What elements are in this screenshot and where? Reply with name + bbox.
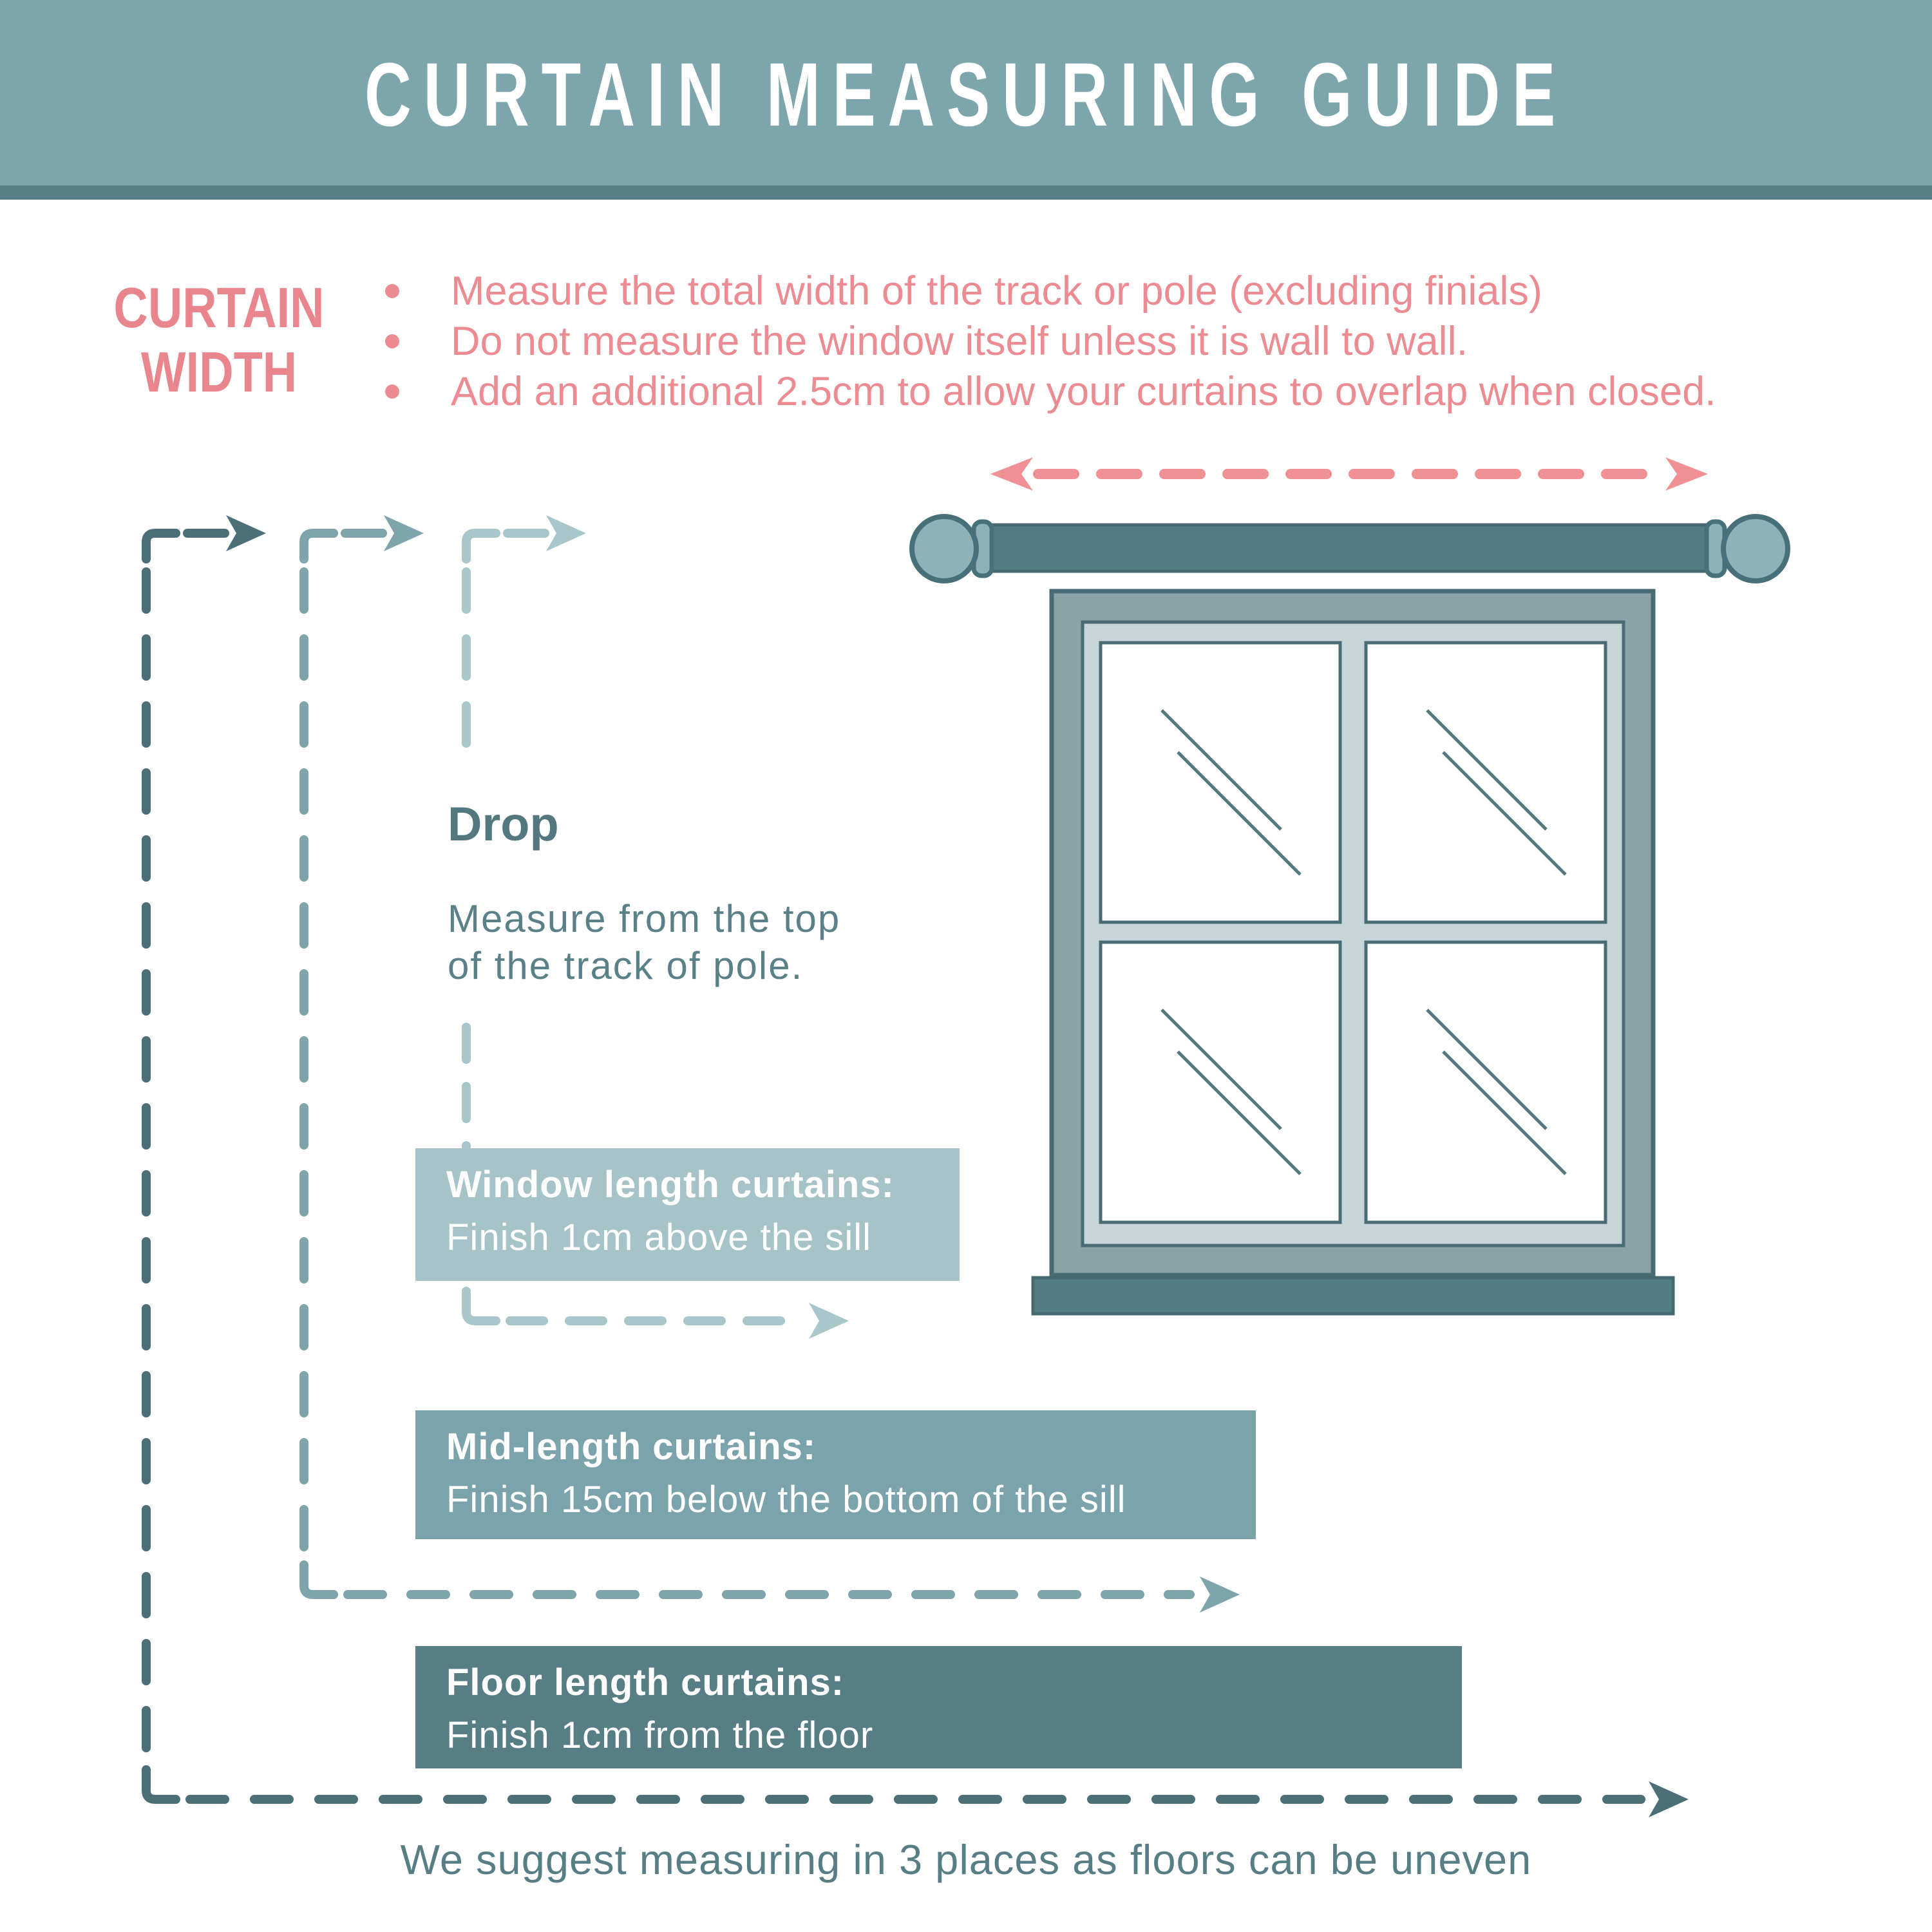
- floor-length-label-box: [415, 1646, 1462, 1768]
- mid-length-label-box: [415, 1410, 1256, 1539]
- curtain-width-label-line2: WIDTH: [140, 340, 298, 404]
- floor-length-subtitle: Finish 1cm from the floor: [446, 1714, 874, 1756]
- drop-description-line2: of the track of pole.: [448, 944, 804, 987]
- window-pane: [1101, 942, 1340, 1222]
- mid-length-arrow-icon: [304, 1565, 1240, 1613]
- finial-left-icon: [912, 516, 976, 581]
- dark-hook-arrow-icon: [146, 515, 266, 559]
- curtain-width-label-line1: CURTAIN: [113, 276, 325, 339]
- bullet-text: Add an additional 2.5cm to allow your curtains to overlap when closed.: [451, 369, 1716, 414]
- width-arrow-left-head: [990, 457, 1033, 491]
- floor-length-title: Floor length curtains:: [446, 1662, 845, 1703]
- drop-heading: Drop: [448, 797, 559, 851]
- window-illustration: [1033, 591, 1673, 1314]
- mid-length-subtitle: Finish 15cm below the bottom of the sill: [446, 1479, 1126, 1520]
- footer-note: We suggest measuring in 3 places as floors can be uneven: [400, 1836, 1532, 1883]
- finial-right-icon: [1723, 516, 1788, 581]
- window-length-arrow-icon: [466, 1291, 849, 1339]
- pole-bar: [990, 525, 1708, 571]
- window-pane: [1101, 643, 1340, 922]
- window-length-title: Window length curtains:: [446, 1164, 895, 1206]
- curtain-pole: [912, 516, 1788, 581]
- window-pane: [1366, 643, 1605, 922]
- width-dashed-double-arrow-icon: [990, 457, 1708, 491]
- window-length-label-box: [415, 1148, 960, 1281]
- window-pane: [1366, 942, 1605, 1222]
- width-arrow-right-head: [1665, 457, 1708, 491]
- window-sill: [1033, 1278, 1673, 1314]
- drop-description: [448, 895, 840, 989]
- drop-description-line1: Measure from the top: [448, 897, 841, 940]
- bullet-text: Do not measure the window itself unless it is wall to wall.: [451, 319, 1468, 364]
- mid-length-title: Mid-length curtains:: [446, 1426, 817, 1468]
- medium-hook-arrow-icon: [304, 515, 424, 559]
- page-title: CURTAIN MEASURING GUIDE: [365, 44, 1567, 145]
- light-hook-arrow-icon: [466, 515, 586, 559]
- window-length-subtitle: Finish 1cm above the sill: [446, 1217, 872, 1258]
- bullet-text: Measure the total width of the track or pole (excluding finials): [451, 269, 1542, 314]
- floor-length-arrow-icon: [146, 1770, 1689, 1817]
